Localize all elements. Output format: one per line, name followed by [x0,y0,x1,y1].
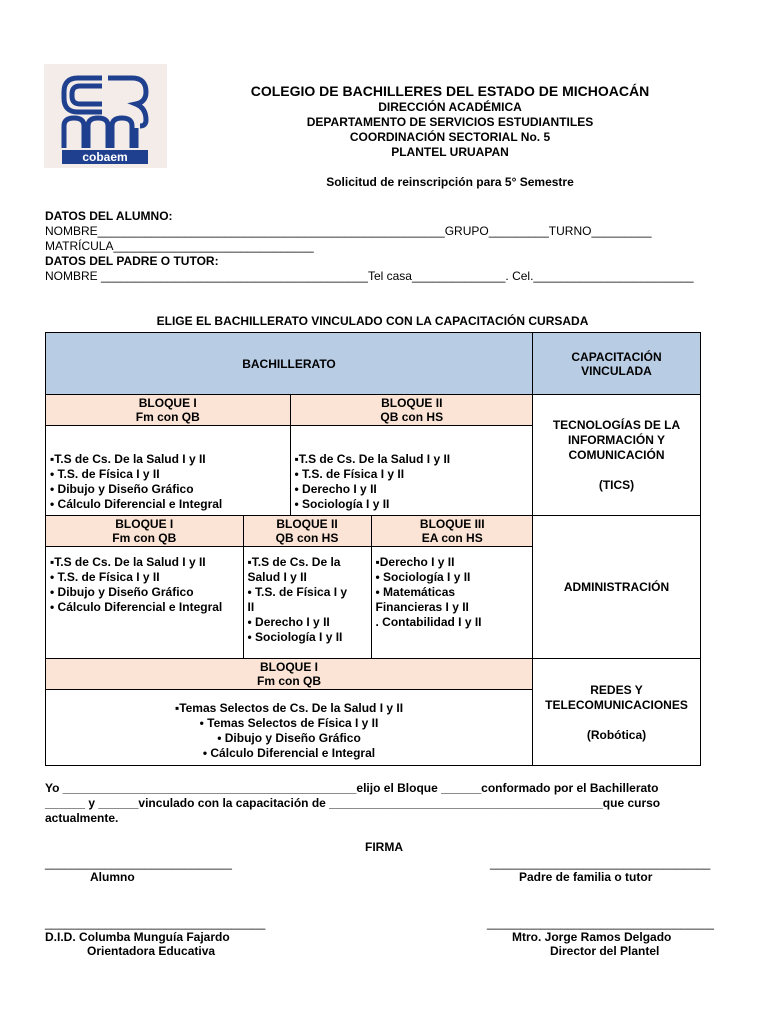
logo-text: cobaem [82,150,128,164]
student-name-field[interactable]: NOMBRE____________________________________________________GRUPO_________TURNO_________ [45,224,652,238]
list-item: • Derecho I y II [294,482,377,497]
capacitacion-header: CAPACITACIÓN VINCULADA [533,333,701,395]
tutor-section-title: DATOS DEL PADRE O TUTOR: [45,254,219,268]
director-signature-line[interactable]: __________________________________ [487,916,714,930]
list-item: . Contabilidad I y II [375,614,482,629]
list-item: • T.S. de Física I y II [50,569,160,584]
section2-bachillerato [46,516,533,659]
block-sub: QB con HS [275,530,339,545]
signature-title: FIRMA [365,840,403,854]
capacitacion-name: TECNOLOGÍAS DE LA INFORMACIÓN Y COMUNICACIÓN [552,418,681,462]
block-sub: Fm con QB [135,409,200,424]
section1-block1-list [46,425,290,515]
block-sub: Fm con QB [112,530,177,545]
list-item: • T.S. de Física I y II [50,467,160,482]
list-item: II [247,599,255,614]
list-item: • Sociología I y II [375,569,471,584]
section2-block1-list [46,546,243,658]
section2-block3-list [371,546,533,658]
student-section-title: DATOS DEL ALUMNO: [45,209,173,223]
campus-title: PLANTEL URUAPAN [391,145,509,159]
capacitacion-name: ADMINISTRACIÓN [563,580,670,594]
bachillerato-table [45,332,701,766]
director-role: Director del Plantel [550,944,660,958]
section1-bachillerato [46,395,533,516]
table-title: ELIGE EL BACHILLERATO VINCULADO CON LA CAPACITACIÓN CURSADA [156,314,589,328]
tutor-name-field[interactable]: NOMBRE ________________________________________Tel casa______________. Cel.________________________ [45,269,694,283]
counselor-name: D.I.D. Columba Munguía Fajardo [45,930,230,944]
list-item: • Dibujo y Diseño Gráfico [217,731,361,746]
department-title: DEPARTAMENTO DE SERVICIOS ESTUDIANTILES [306,115,594,129]
section3-capacitacion[interactable] [533,659,701,766]
block-title: BLOQUE I [138,395,197,410]
list-item: • Cálculo Diferencial e Integral [50,497,223,512]
list-item: ▪Temas Selectos de Cs. De la Salud I y II [174,701,404,716]
list-item: • Cálculo Diferencial e Integral [202,746,376,761]
list-item: • T.S. de Física I y II [294,467,405,482]
block-sub: QB con HS [380,409,444,424]
director-name: Mtro. Jorge Ramos Delgado [512,930,672,944]
cobaem-logo [44,64,167,168]
bachillerato-header: BACHILLERATO [46,333,533,395]
list-item: • Sociología I y II [294,497,390,512]
list-item: • Temas Selectos de Física I y II [199,716,379,731]
capacitacion-sub: (Robótica) [586,727,647,742]
section2-block2-list [243,546,371,658]
list-item: ▪T.S de Cs. De la Salud I y II [50,554,206,569]
list-item: ▪Derecho I y II [375,554,455,569]
list-item: • Cálculo Diferencial e Integral [50,599,223,614]
counselor-role: Orientadora Educativa [87,944,216,958]
parent-signature-line[interactable]: _________________________________ [490,856,711,870]
section1-block2-list [290,425,533,515]
block-title: BLOQUE III [419,516,485,531]
section2-block3-header[interactable] [371,516,533,546]
statement-line3: actualmente. [45,811,119,825]
list-item: • Sociología I y II [247,629,343,644]
form-subtitle: Solicitud de reinscripción para 5° Semestre [326,175,574,189]
list-item: • T.S. de Física I y [247,584,348,599]
list-item: ▪T.S de Cs. De la Salud I y II [50,452,206,467]
direction-title: DIRECCIÓN ACADÉMICA [378,100,522,114]
capacitacion-sub: (TICS) [598,478,635,492]
block-title: BLOQUE II [381,395,443,410]
list-item: • Dibujo y Diseño Gráfico [50,584,194,599]
school-name: COLEGIO DE BACHILLERES DEL ESTADO DE MICHOACÁN [250,83,650,99]
section1-block1-header[interactable] [46,395,290,425]
list-item: Salud I y II [247,569,307,584]
section3-block1-list [46,689,532,765]
student-signature-label: Alumno [90,870,135,884]
coordination-title: COORDINACIÓN SECTORIAL No. 5 [349,130,551,144]
capacitacion-name: REDES Y TELECOMUNICACIONES [545,682,688,712]
list-item: • Dibujo y Diseño Gráfico [50,482,194,497]
block-title: BLOQUE I [115,516,174,531]
statement-line1[interactable]: Yo ____________________________________________elijo el Bloque ______conformado por el Bachillerato [45,781,659,795]
block-sub: Fm con QB [256,673,321,688]
student-signature-line[interactable]: ____________________________ [45,856,232,870]
list-item: ▪T.S de Cs. De la Salud I y II [294,452,451,467]
block-sub: EA con HS [421,530,483,545]
section2-block1-header[interactable] [46,516,243,546]
section1-block2-header[interactable] [290,395,533,425]
section3-block1-header[interactable] [46,659,532,689]
section1-capacitacion[interactable] [533,395,701,516]
list-item: • Derecho I y II [247,614,330,629]
parent-signature-label: Padre de familia o tutor [519,870,653,884]
section2-capacitacion[interactable] [533,516,701,659]
counselor-signature-line[interactable]: _________________________________ [45,916,266,930]
section3-bachillerato [46,659,533,766]
statement-line2[interactable]: ______ y ______vinculado con la capacitación de _________________________________________que curso [45,796,661,810]
section2-block2-header[interactable] [243,516,371,546]
matricula-field[interactable]: MATRÍCULA______________________________ [45,239,314,253]
list-item: ▪T.S de Cs. De la [247,554,341,569]
block-title: BLOQUE II [276,516,338,531]
list-item: Financieras I y II [375,599,469,614]
list-item: • Matemáticas [375,584,456,599]
block-title: BLOQUE I [259,659,318,674]
